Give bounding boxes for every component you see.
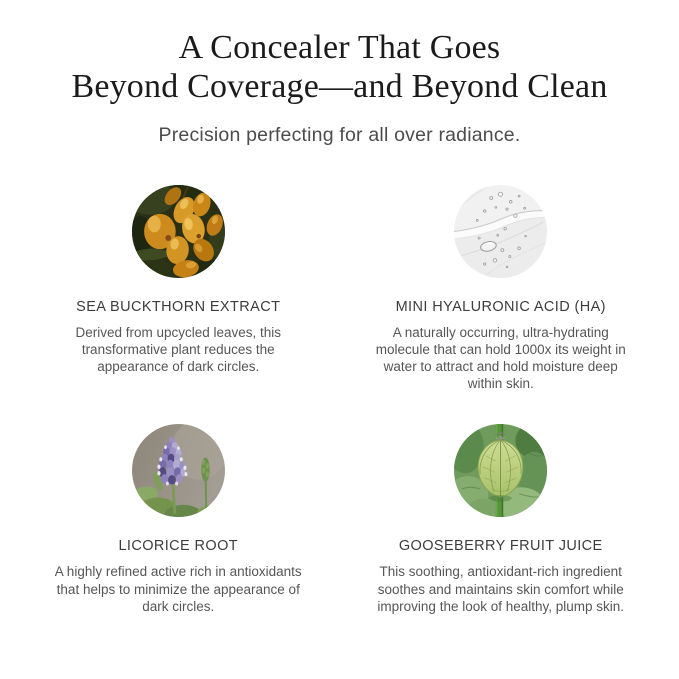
ingredient-card-sea-buckthorn: [24, 185, 333, 393]
ingredient-description: Derived from upcycled leaves, this transformative plant reduces the appearance of dark circles.: [75, 324, 282, 375]
page-title-line2: Beyond Coverage—and Beyond Clean: [71, 68, 608, 106]
ingredient-grid: [0, 185, 679, 615]
sea-buckthorn-photo: [132, 185, 225, 278]
ingredient-name: MINI HYALURONIC ACID (HA): [395, 298, 606, 315]
ingredient-description: A naturally occurring, ultra-hydrating molecule that can hold 1000x its weight in water to attract and hold moisture deep within skin.: [375, 324, 626, 392]
clear-gel-texture-illustration: [454, 185, 547, 278]
licorice-root-photo: [132, 424, 225, 517]
ingredient-name: LICORICE ROOT: [118, 538, 239, 555]
ingredient-card-licorice-root: [24, 424, 333, 614]
ingredient-description: This soothing, antioxidant-rich ingredient soothes and maintains skin comfort while improving the look of healthy, plump skin.: [377, 564, 625, 614]
page-subtitle: Precision perfecting for all over radiance.: [158, 123, 521, 146]
gooseberry-photo: [454, 424, 547, 517]
ingredient-description: A highly refined active rich in antioxidants that helps to minimize the appearance of dark circles.: [54, 564, 302, 614]
licorice-flower-illustration: [132, 424, 225, 517]
sea-buckthorn-berries-illustration: [132, 185, 225, 278]
ingredient-name: GOOSEBERRY FRUIT JUICE: [398, 538, 603, 555]
ingredient-name: SEA BUCKTHORN EXTRACT: [76, 298, 281, 315]
gooseberry-husk-illustration: [454, 424, 547, 517]
hyaluronic-acid-photo: [454, 185, 547, 278]
ingredient-card-gooseberry: [347, 424, 656, 614]
ingredient-card-hyaluronic-acid: [347, 185, 656, 393]
page-title-line1: A Concealer That Goes: [178, 29, 501, 66]
page-title: [0, 28, 679, 107]
